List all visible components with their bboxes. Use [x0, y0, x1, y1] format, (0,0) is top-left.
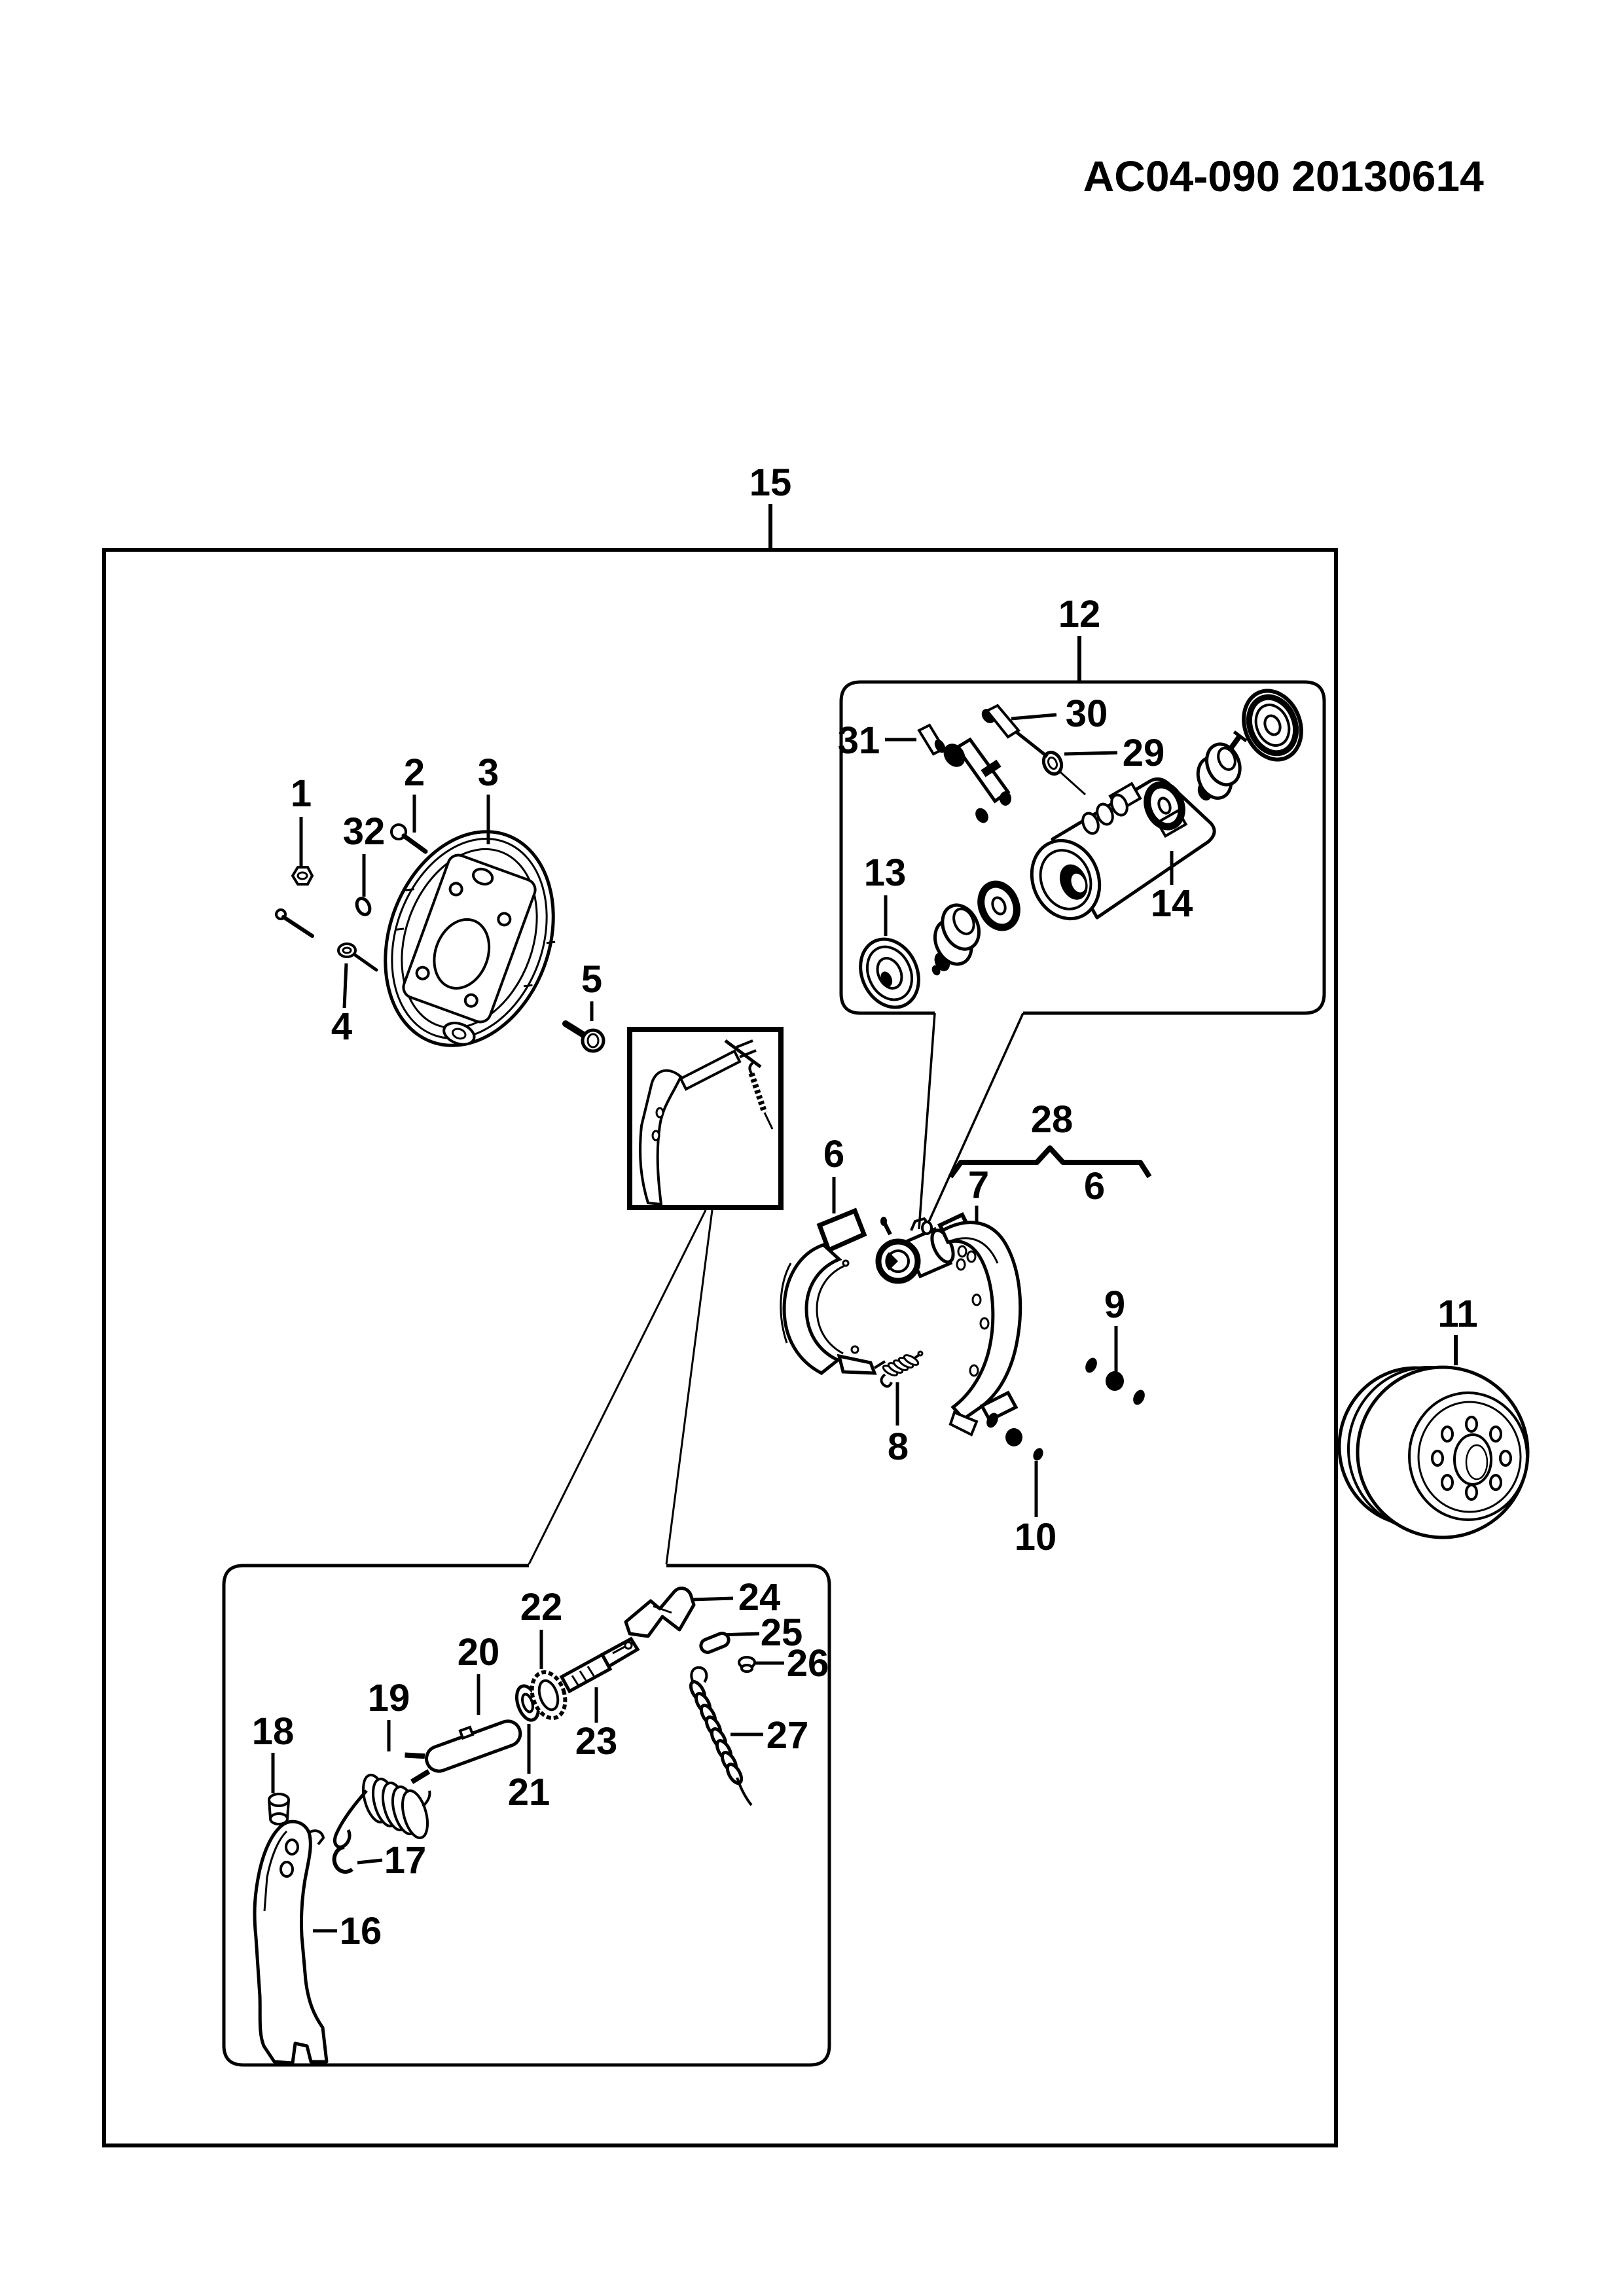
plugs-10-drawing [984, 1411, 1045, 1462]
callout-9: 9 [1104, 1283, 1126, 1326]
callout-8: 8 [887, 1426, 909, 1468]
pin-4-drawing [338, 944, 376, 970]
strut-24-drawing [626, 1588, 694, 1636]
callout-4: 4 [331, 1005, 353, 1048]
piston-left-drawing [911, 899, 990, 977]
adjuster-detail-box [224, 1566, 829, 2065]
backing-plate-drawing [357, 808, 584, 1069]
clip-17-drawing [334, 1847, 352, 1872]
callout-15: 15 [749, 461, 792, 504]
callout-23: 23 [575, 1720, 618, 1763]
projection-line-insetB [666, 1210, 712, 1564]
leader-30 [1011, 715, 1056, 719]
spring-27-drawing [688, 1668, 751, 1805]
callout-3: 3 [477, 751, 499, 794]
leader-29 [1064, 753, 1117, 754]
brake-shoe-left-drawing [781, 1211, 885, 1373]
callout-28: 28 [1030, 1098, 1074, 1141]
callout-32: 32 [342, 810, 386, 853]
nut-1-drawing [276, 867, 312, 936]
cap-31-drawing [919, 725, 948, 755]
callout-7: 7 [967, 1164, 990, 1206]
callout-17: 17 [384, 1839, 427, 1882]
callout-18: 18 [251, 1710, 295, 1753]
header-date: 20130614 [1291, 152, 1484, 200]
screw-2-drawing [391, 825, 425, 852]
callout-1: 1 [290, 772, 312, 815]
bleeder-30-drawing [979, 706, 1047, 757]
callout-11: 11 [1437, 1293, 1478, 1335]
callout-24: 24 [738, 1576, 781, 1619]
callout-30: 30 [1065, 692, 1108, 735]
projection-line-12a [919, 1013, 935, 1229]
clip-32-drawing [354, 896, 372, 916]
lever-16-drawing [255, 1821, 327, 2063]
callout-22: 22 [520, 1586, 563, 1628]
pin-25-drawing [699, 1631, 731, 1654]
spring-8-drawing [881, 1352, 922, 1386]
callout-26: 26 [786, 1642, 829, 1685]
callout-2: 2 [403, 751, 425, 794]
callout-21: 21 [507, 1771, 550, 1814]
leader-17 [357, 1860, 382, 1863]
callout-6-left: 6 [823, 1133, 845, 1175]
seal-left-drawing [975, 879, 1023, 933]
leader-24 [691, 1598, 733, 1600]
spring-19-drawing [334, 1772, 432, 1847]
washer-26-drawing [739, 1657, 755, 1672]
callout-10: 10 [1014, 1516, 1057, 1558]
pin-18-drawing [269, 1794, 289, 1824]
header-code: AC04-090 [1083, 152, 1280, 200]
callout-19: 19 [367, 1677, 410, 1719]
callout-16: 16 [339, 1910, 382, 1952]
bolt-5-drawing [566, 1024, 604, 1051]
callout-25: 25 [760, 1611, 803, 1654]
callout-29: 29 [1122, 732, 1165, 774]
leader-4 [344, 963, 346, 1008]
fitting-drawing [939, 740, 1011, 825]
callout-6-right: 6 [1083, 1165, 1106, 1208]
callout-13: 13 [863, 852, 907, 894]
callout-20: 20 [457, 1631, 500, 1674]
callout-14: 14 [1150, 882, 1193, 925]
boot-right-drawing [1234, 682, 1311, 768]
projection-line-insetA [529, 1210, 706, 1564]
cap-13-drawing [850, 929, 929, 1016]
tube-20-drawing [401, 1712, 524, 1782]
callout-31: 31 [837, 719, 880, 762]
rod-23-drawing [562, 1639, 638, 1691]
brake-drum-drawing [1339, 1367, 1528, 1537]
callout-27: 27 [766, 1714, 809, 1757]
callout-5: 5 [581, 958, 603, 1001]
callout-12: 12 [1058, 593, 1101, 636]
